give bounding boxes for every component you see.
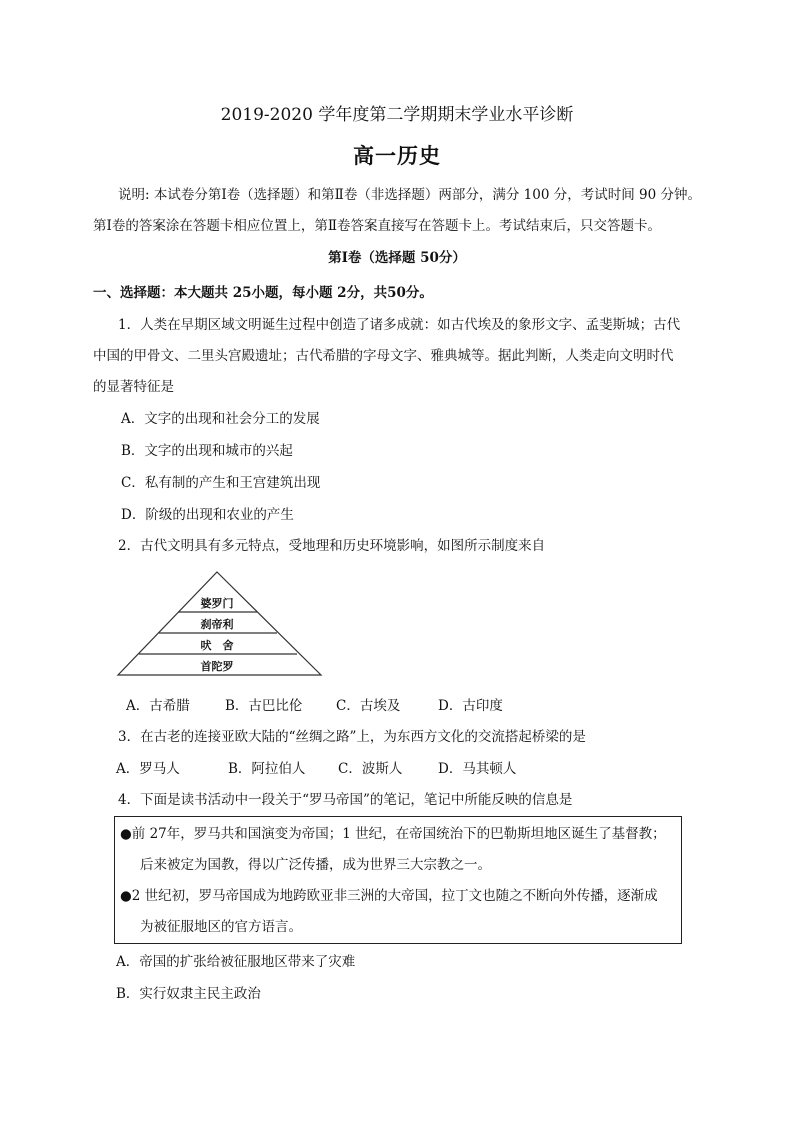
q4-note-bullet-1-line-2: 后来被定为国教，得以广泛传播，成为世界三大宗教之一。: [140, 857, 491, 873]
pyramid-level-4: 首陀罗: [200, 660, 234, 673]
q4-option-b: B．实行奴隶主民主政治: [116, 986, 261, 1002]
instructions-line-2: 第Ⅰ卷的答案涂在答题卡相应位置上，第Ⅱ卷答案直接写在答题卡上。考试结束后，只交答题卡。: [93, 218, 662, 234]
q2-option-b: B．古巴比伦: [225, 698, 303, 714]
q3-option-d: D．马其顿人: [438, 761, 517, 777]
q2-stem: 2．古代文明具有多元特点，受地理和历史环境影响，如图所示制度来自: [118, 538, 546, 554]
pyramid-level-1: 婆罗门: [200, 597, 234, 610]
pyramid-level-3: 吠 舍: [200, 639, 234, 652]
q4-note-bullet-1-line-1: ●前 27年，罗马共和国演变为帝国；1 世纪，在帝国统治下的巴勒斯坦地区诞生了基督教；: [120, 826, 666, 842]
section-title: 第Ⅰ卷（选择题 50分）: [328, 250, 466, 266]
q1-stem-line-1: 1．人类在早期区域文明诞生过程中创造了诸多成就：如古代埃及的象形文字、孟斐斯城；古代: [118, 317, 681, 333]
q2-option-d: D．古印度: [438, 698, 503, 714]
q3-option-a: A．罗马人: [116, 761, 180, 777]
q4-note-bullet-2-line-2: 为被征服地区的官方语言。: [140, 919, 302, 935]
q1-option-a: A．文字的出现和社会分工的发展: [121, 411, 320, 427]
caste-pyramid-diagram: [116, 570, 326, 680]
instructions-line-1: 说明: 本试卷分第Ⅰ卷（选择题）和第Ⅱ卷（非选择题）两部分，满分 100 分，考试时间 90 分钟。: [118, 187, 701, 203]
q1-stem-line-3: 的显著特征是: [93, 379, 174, 395]
q4-option-a: A．帝国的扩张给被征服地区带来了灾难: [116, 954, 356, 970]
q1-stem-line-2: 中国的甲骨文、二里头宫殿遗址；古代希腊的字母文字、雅典城等。据此判断，人类走向文明时代: [93, 348, 674, 364]
pyramid-level-2: 刹帝利: [200, 618, 234, 631]
q1-option-c: C．私有制的产生和王宫建筑出现: [121, 475, 321, 491]
q2-option-c: C．古埃及: [336, 698, 401, 714]
q1-option-d: D．阶级的出现和农业的产生: [121, 507, 294, 523]
subject-title: 高一历史: [353, 143, 441, 168]
q4-stem: 4．下面是读书活动中一段关于“罗马帝国”的笔记，笔记中所能反映的信息是: [118, 792, 573, 808]
q3-option-c: C．波斯人: [338, 761, 403, 777]
q3-option-b: B．阿拉伯人: [228, 761, 306, 777]
part-heading: 一、选择题：本大题共 25小题，每小题 2分，共50分。: [93, 285, 433, 301]
q1-option-b: B．文字的出现和城市的兴起: [121, 443, 293, 459]
q2-option-a: A．古希腊: [126, 698, 190, 714]
exam-title: 2019-2020 学年度第二学期期末学业水平诊断: [220, 105, 574, 125]
q3-stem: 3．在古老的连接亚欧大陆的“丝绸之路”上，为东西方文化的交流搭起桥梁的是: [118, 729, 586, 745]
q4-note-bullet-2-line-1: ●2 世纪初，罗马帝国成为地跨欧亚非三洲的大帝国，拉丁文也随之不断向外传播，逐渐成: [120, 888, 658, 904]
